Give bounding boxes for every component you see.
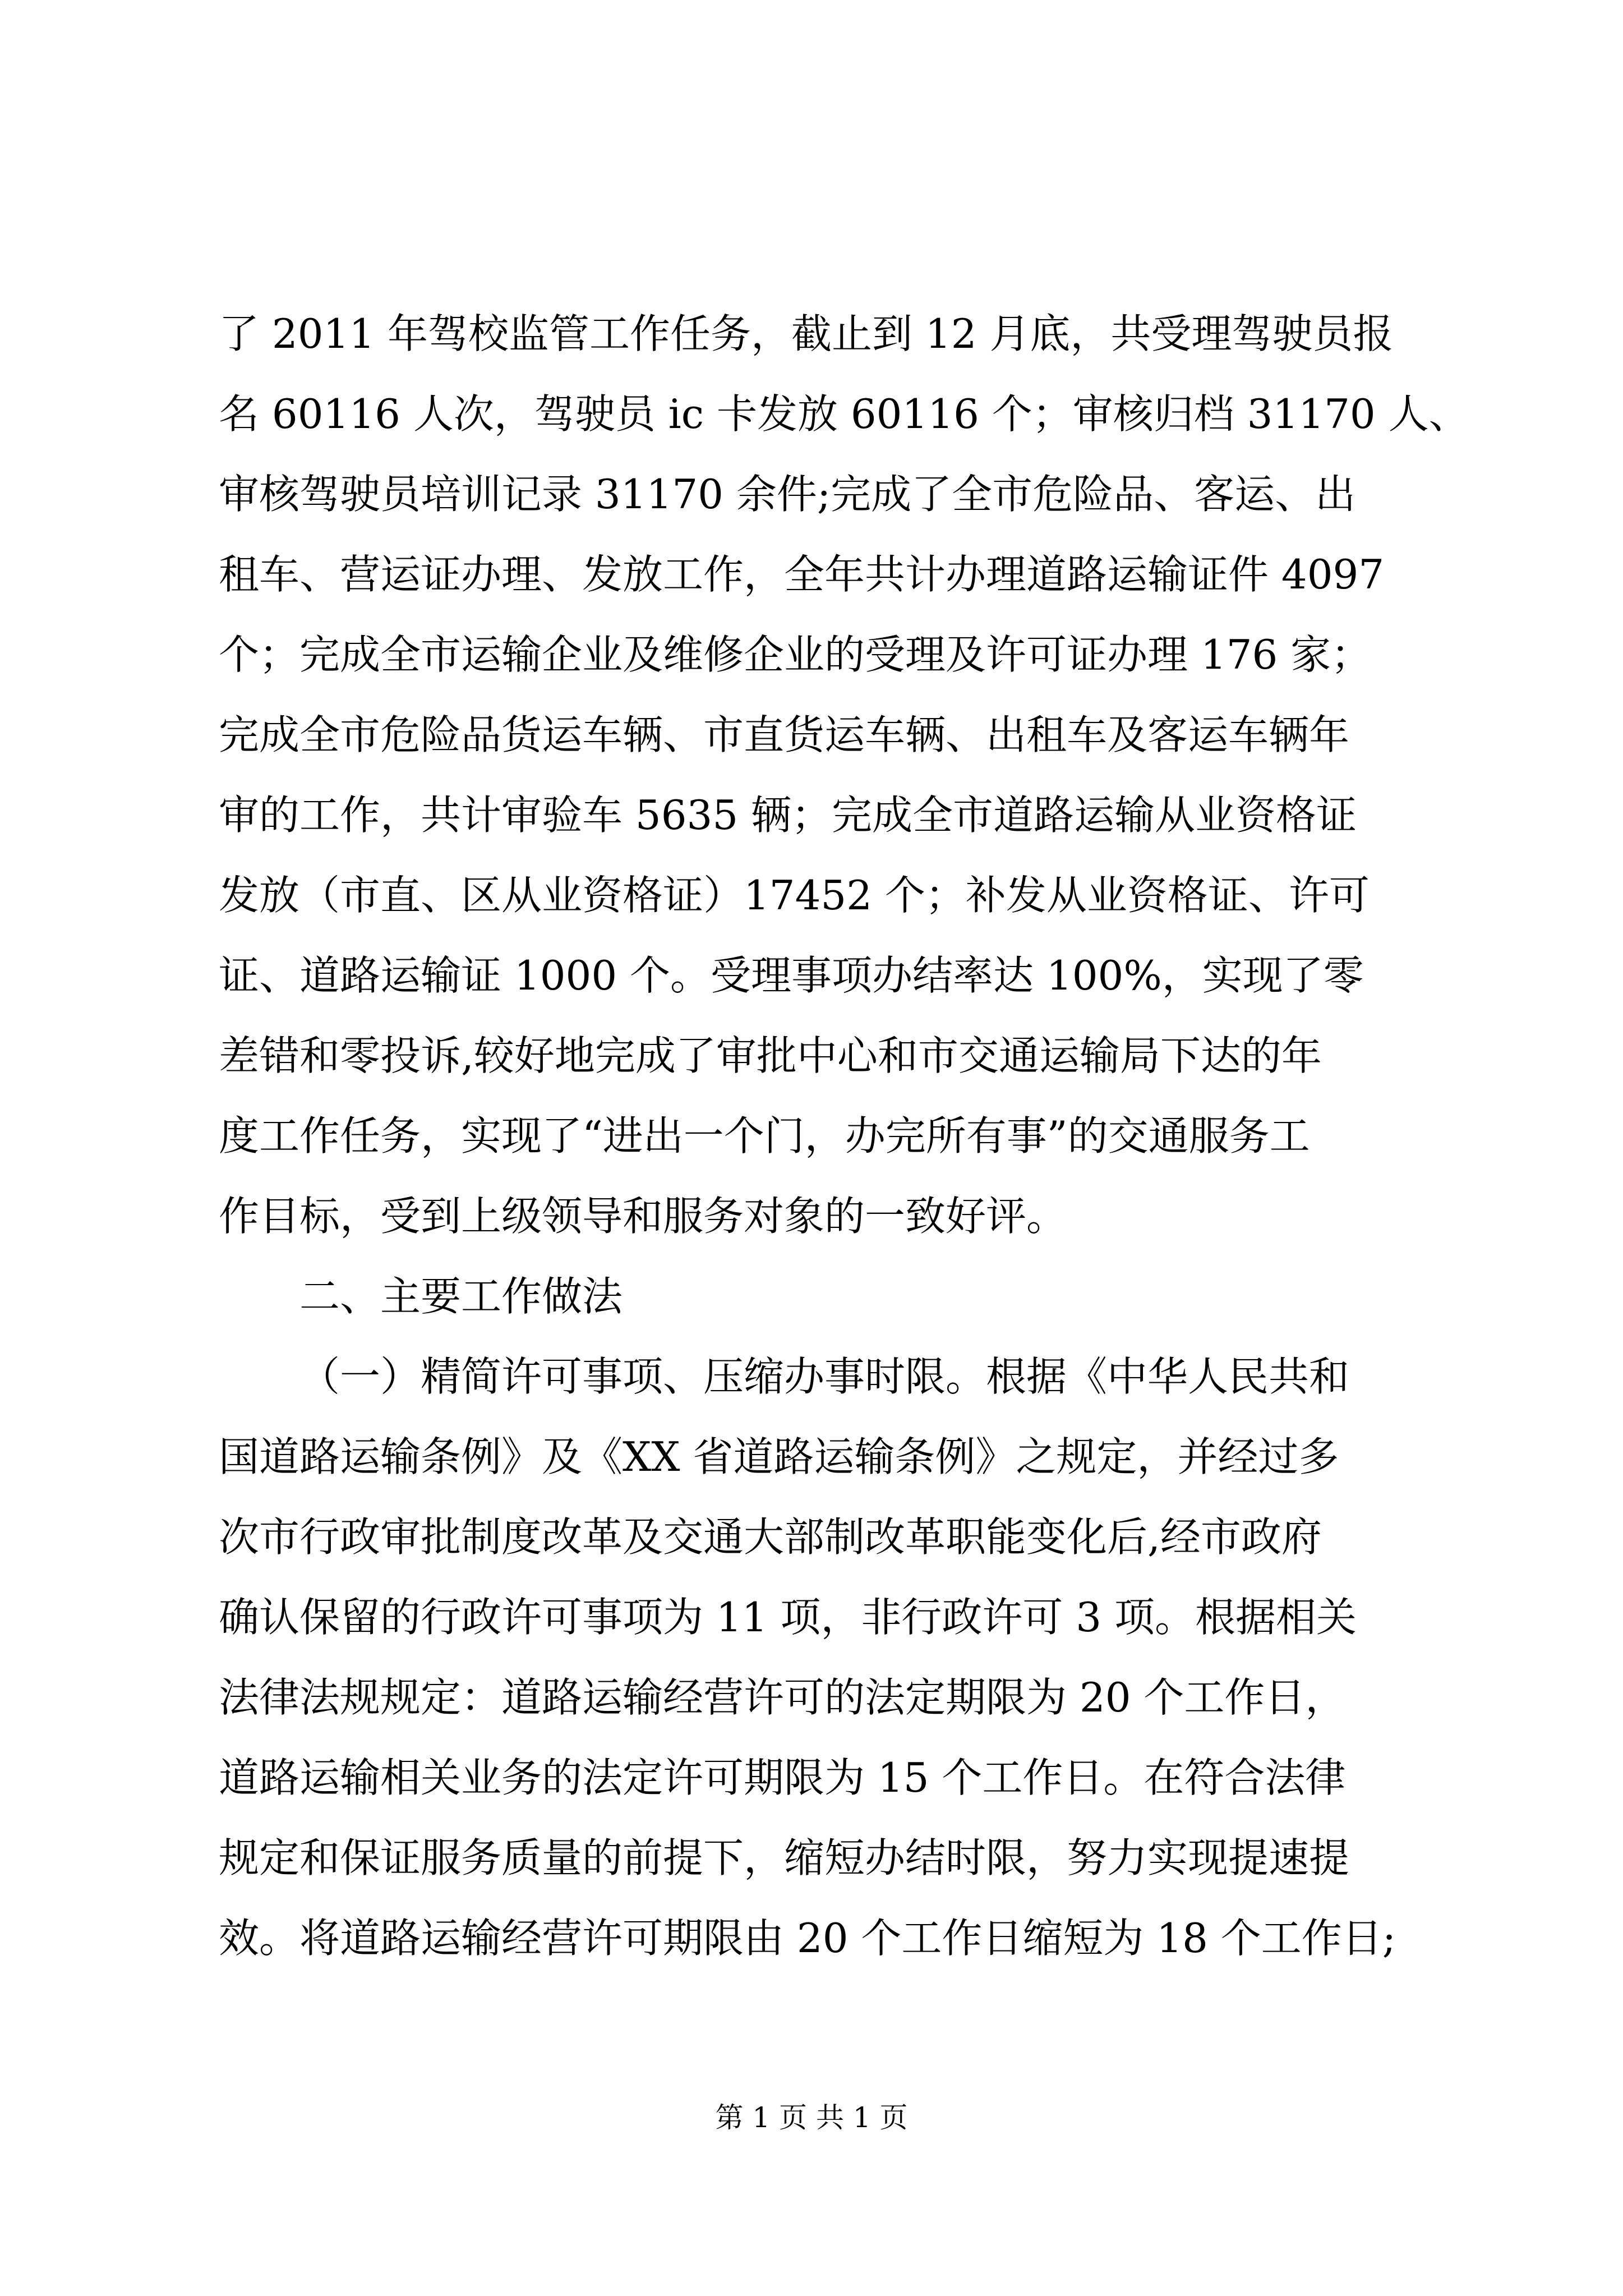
text-line: 规定和保证服务质量的前提下，缩短办结时限，努力实现提速提	[219, 1834, 1350, 1881]
text-line: 法律法规规定：道路运输经营许可的法定期限为 20 个工作日，	[219, 1674, 1346, 1721]
text-line: 差错和零投诉,较好地完成了审批中心和市交通运输局下达的年	[219, 1032, 1322, 1079]
text-line: 证、道路运输证 1000 个。受理事项办结率达 100%，实现了零	[219, 952, 1364, 999]
text-line: 作目标，受到上级领导和服务对象的一致好评。	[219, 1193, 1067, 1240]
section-heading: 二、主要工作做法	[299, 1273, 623, 1320]
text-line: 效。将道路运输经营许可期限由 20 个工作日缩短为 18 个工作日;	[219, 1915, 1396, 1962]
text-line: 确认保留的行政许可事项为 11 项，非行政许可 3 项。根据相关	[219, 1594, 1357, 1641]
text-line: 度工作任务，实现了“进出一个门，办完所有事”的交通服务工	[219, 1112, 1310, 1159]
page-number-footer: 第 1 页 共 1 页	[715, 2101, 908, 2134]
text-line: 完成全市危险品货运车辆、市直货运车辆、出租车及客运车辆年	[219, 711, 1350, 758]
text-line: 名 60116 人次，驾驶员 ic 卡发放 60116 个；审核归档 31170 人、	[219, 390, 1469, 438]
text-line: 发放（市直、区从业资格证）17452 个；补发从业资格证、许可	[219, 872, 1370, 919]
text-line: 国道路运输条例》及《XX 省道路运输条例》之规定，并经过多	[219, 1433, 1339, 1480]
text-line: 审核驾驶员培训记录 31170 余件;完成了全市危险品、客运、出	[219, 471, 1356, 518]
text-line: 道路运输相关业务的法定许可期限为 15 个工作日。在符合法律	[219, 1754, 1346, 1801]
text-line: 审的工作，共计审验车 5635 辆；完成全市道路运输从业资格证	[219, 792, 1357, 839]
text-line: 租车、营运证办理、发放工作，全年共计办理道路运输证件 4097	[219, 551, 1385, 598]
body-text	[219, 303, 1469, 1987]
text-line: 个；完成全市运输企业及维修企业的受理及许可证办理 176 家；	[219, 631, 1372, 678]
text-line: 次市行政审批制度改革及交通大部制改革职能变化后,经市政府	[219, 1513, 1322, 1561]
text-line: 了 2011 年驾校监管工作任务，截止到 12 月底，共受理驾驶员报	[219, 310, 1394, 357]
subsection-heading-line: （一）精简许可事项、压缩办事时限。根据《中华人民共和	[299, 1353, 1350, 1400]
